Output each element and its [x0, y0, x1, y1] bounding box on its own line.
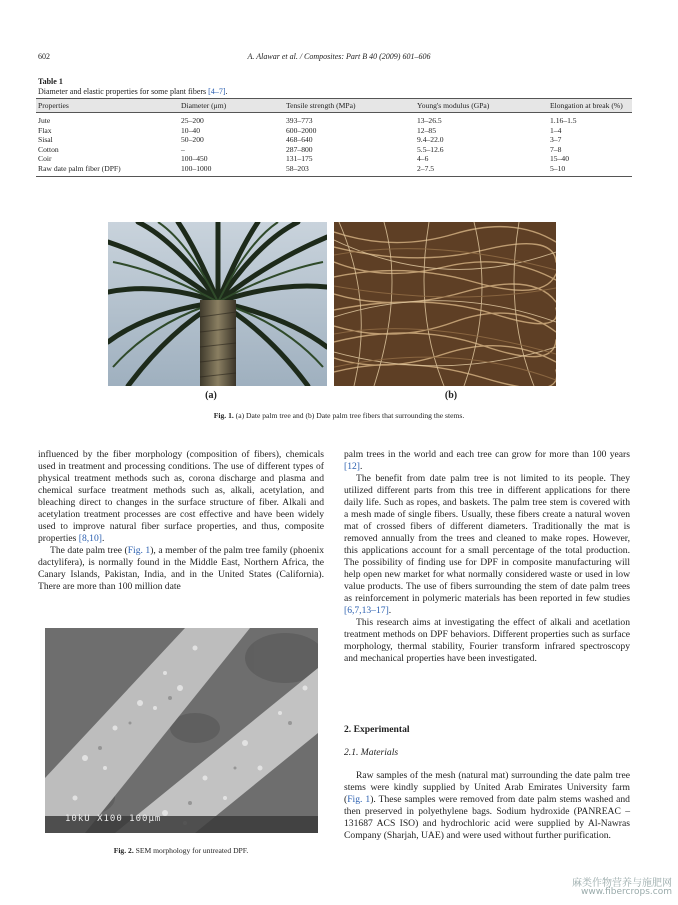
col-header-properties: Properties [36, 99, 179, 113]
paragraph [38, 449, 324, 545]
table-cell: 50–200 [181, 135, 204, 145]
table-cell: 12–85 [417, 125, 436, 135]
citation-link[interactable]: [8,10] [78, 533, 102, 544]
citation-link[interactable]: [6,7,13–17] [344, 605, 389, 616]
citation-link[interactable]: [12] [344, 461, 360, 472]
page-number: 602 [38, 52, 50, 61]
table-cell: 15–40 [550, 154, 569, 164]
table-cell: 468–640 [286, 135, 313, 145]
table-cell: 13–26.5 [417, 116, 442, 125]
figure-link[interactable]: Fig. 1 [347, 794, 371, 805]
table-row [36, 164, 632, 176]
table-cell: 7–8 [550, 144, 562, 154]
sem-scale-text: 10kU X100 100μm [65, 814, 162, 824]
sem-micrograph [45, 628, 318, 833]
figure1-caption-label: Fig. 1. [213, 411, 234, 420]
table-cell: Coir [38, 154, 52, 164]
figure2-caption [38, 846, 324, 855]
table-cell: 131–175 [286, 154, 313, 164]
table-row [36, 135, 632, 145]
materials-paragraph [344, 770, 630, 842]
figure-link[interactable]: Fig. 1 [127, 545, 151, 556]
table-row [36, 154, 632, 164]
table-caption-end: . [225, 87, 228, 96]
table-cell: 100–1000 [179, 164, 284, 176]
figure1-caption [0, 411, 678, 420]
figure1-label-a: (a) [205, 390, 217, 401]
paragraph-text: . [388, 605, 392, 616]
figure1-caption-text: (a) Date palm tree and (b) Date palm tree fibers that surrounding the stems. [233, 411, 465, 420]
table-caption-text: Diameter and elastic properties for some plant fibers [38, 87, 209, 96]
table-cell: Raw date palm fiber (DPF) [36, 164, 179, 176]
paragraph [344, 473, 630, 617]
paragraph-text: The date palm tree ( [50, 545, 128, 556]
paragraph-text: influenced by the fiber morphology (composition of fibers), chemicals used in treatment and processing conditions. The use of different types of physical treatment methods such as, corona discharge and plasma and chemical surface treatment methods such as, alkali, acetylation, and bleaching direct to changes in the surface structure of fiber. Alkali and acetylation treatment processes are cost effective and have been widely used to improve natural fiber surface properties, and thus, composite properties [38, 449, 324, 544]
paragraph-text: palm trees in the world and each tree can grow for more than 100 years [344, 449, 630, 460]
table-caption-ref[interactable]: [4–7] [208, 87, 226, 96]
col-header-elongation: Elongation at break (%) [548, 99, 632, 113]
table-label: Table 1 [38, 77, 63, 86]
col-header-modulus: Young's modulus (GPa) [415, 99, 548, 113]
paragraph-text: . [101, 533, 105, 544]
paragraph-text: The benefit from date palm tree is not limited to its people. They utilized different parts from this tree in different applications for there daily life. Such as ropes, and baskets. The palm tree stem is covered with a mesh made of single fibers. Usually, these fibers create a natural woven mat of crossed fibers of different diameters. Traditionally the mat is removed annually from the trees and cleaned to make ropes. However, this applications account for a small percentage of the total production. The possibility of finding use for DPF in composite manufacturing will help open new market for what normally considered waste or used in low value products. The use of fibers surrounding the stem of date palm trees as reinforcement in polymeric materials has been reported in few studies [344, 473, 630, 604]
table-cell: Flax [38, 125, 52, 135]
paragraph-text: ). These samples were removed from date palm stems washed and then preserved in polyethylene bags. Sodium hydroxide (PANREAC – 131687 ACS ISO) and hydrochloric acid were supplied by Al-Nawras Company (Sharjah, UAE) and were used without further purification. [344, 794, 630, 841]
paragraph: This research aims at investigating the effect of alkali and acetlation treatment methods on DPF behaviors. Different properties such as surface morphology, thermal stability, Fourier transform infrared spectroscopy and mechanical properties have been investigated. [344, 617, 630, 664]
watermark-line2: www.fibercrops.com [581, 887, 672, 897]
table-caption [38, 77, 638, 97]
left-column [38, 449, 324, 593]
subsection-heading: 2.1. Materials [344, 747, 399, 758]
table-cell: 3–7 [550, 135, 562, 145]
figure1-label-b: (b) [444, 390, 458, 401]
table-cell: 1–4 [550, 125, 562, 135]
paragraph-text: Raw samples of the mesh (natural mat) surrounding the date palm tree stems were kindly supplied by United Arab Emirates University farm ( [344, 770, 630, 805]
figure2-caption-label: Fig. 2. [113, 846, 134, 855]
palm-fiber-photo [334, 222, 556, 386]
section-heading: 2. Experimental [344, 724, 410, 735]
table-row [36, 126, 632, 136]
figure2-caption-text: SEM morphology for untreated DPF. [133, 846, 249, 855]
palm-tree-photo [108, 222, 327, 386]
table-cell: 58–203 [284, 164, 415, 176]
table-cell: Sisal [38, 135, 53, 145]
table-cell: 4–6 [417, 154, 429, 164]
table-cell: Cotton [38, 144, 59, 154]
fiber-properties-table [36, 98, 632, 177]
table-cell: 5–10 [548, 164, 632, 176]
table-cell: Jute [38, 116, 51, 125]
table-cell: 1.16–1.5 [550, 116, 577, 125]
paragraph [38, 545, 324, 593]
table-cell: 100–450 [181, 154, 208, 164]
watermark-line1: 麻类作物营养与施肥网 [572, 878, 672, 889]
col-header-diameter: Diameter (μm) [179, 99, 284, 113]
table-cell: 393–773 [286, 116, 313, 125]
table-cell: – [181, 144, 185, 154]
table-row [36, 113, 632, 126]
table-row [36, 145, 632, 155]
right-column [344, 449, 630, 665]
table-cell: 25–200 [181, 116, 204, 125]
paragraph [344, 770, 630, 842]
table-cell: 9.4–22.0 [417, 135, 444, 145]
table-cell: 2–7.5 [415, 164, 548, 176]
table-cell: 600–2000 [286, 125, 317, 135]
col-header-tensile: Tensile strength (MPa) [284, 99, 415, 113]
table-cell: 5.5–12.6 [417, 144, 444, 154]
table-cell: 10–40 [181, 125, 200, 135]
table-header-row [36, 99, 632, 113]
table-cell: 287–800 [286, 144, 313, 154]
running-header: A. Alawar et al. / Composites: Part B 40 (2009) 601–606 [247, 52, 431, 61]
paragraph [344, 449, 630, 473]
paragraph-text: ), a member of the palm tree family (phoenix dactylifera), is normally found in the Middle East, Northern Africa, the Canary Islands, Pakistan, India, and in the United States (California). There are more than 100 million date [38, 545, 325, 592]
paragraph-text: . [359, 461, 363, 472]
